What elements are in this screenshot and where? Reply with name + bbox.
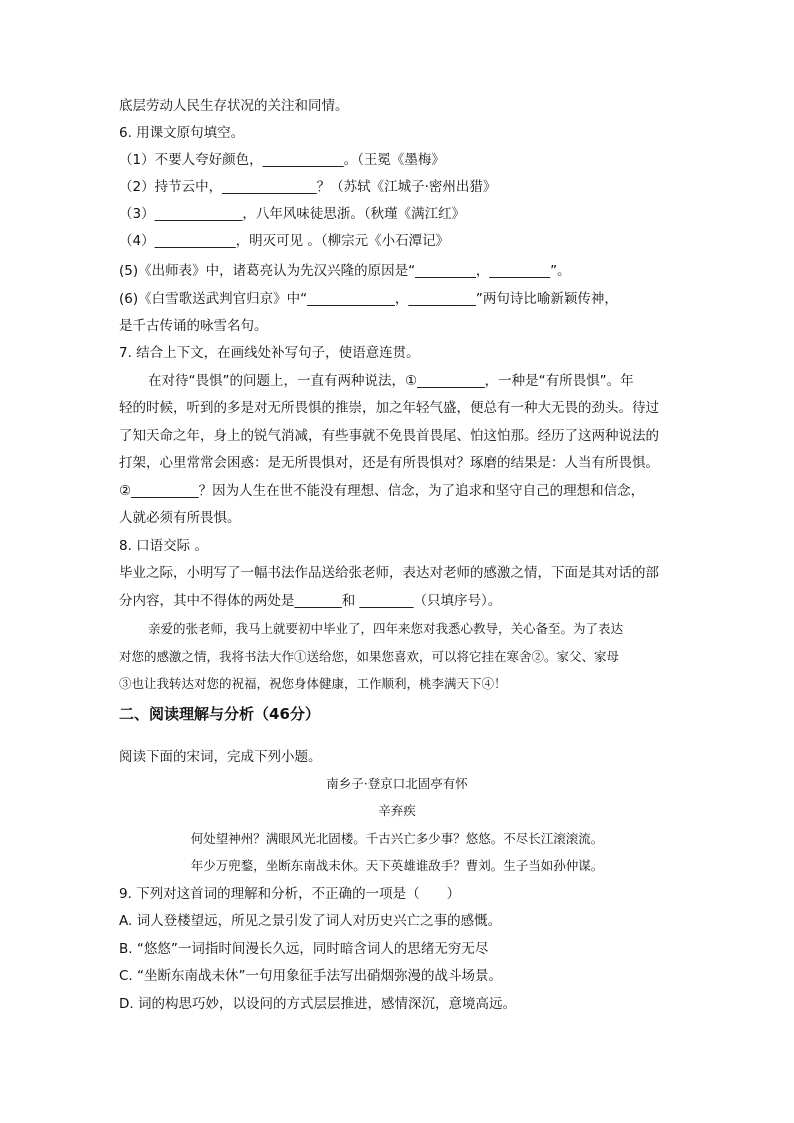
question-9-heading: 9. 下列对这首词的理解和分析，不正确的一项是（ ） xyxy=(119,886,461,902)
poem-line: 何处望神州？满眼风光北固楼。千古兴亡多少事？悠悠。不尽长江滚滚流。 xyxy=(190,831,604,846)
poem-author: 辛弃疾 xyxy=(378,803,416,818)
letter-line: ③也让我转达对您的祝福，祝您身体健康，工作顺利，桃李满天下④！ xyxy=(119,676,507,691)
text-line: 打架，心里常常会困惑：是无所畏惧对，还是有所畏惧对？琢磨的结果是：人当有所畏惧。 xyxy=(119,455,659,471)
option-b: B. “悠悠”一词指时间漫长久远，同时暗含词人的思绪无穷无尽 xyxy=(119,941,489,957)
text-line: 阅读下面的宋词，完成下列小题。 xyxy=(119,749,322,765)
section-heading: 二、阅读理解与分析（46分） xyxy=(119,705,320,723)
poem-line: 年少万兜鍪，坐断东南战未休。天下英雄谁敌手？曹刘。生子当如孙仲谋。 xyxy=(190,858,604,873)
question-6-heading: 6. 用课文原句填空。 xyxy=(119,125,245,141)
text-line: 分内容，其中不得体的两处是_______和 ________（只填序号）。 xyxy=(119,593,502,609)
text-line: (5)《出师表》中，诸葛亮认为先汉兴隆的原因是“_________，_________”。 xyxy=(119,263,571,279)
question-7-heading: 7. 结合上下文，在画线处补写句子，使语意连贯。 xyxy=(119,345,420,361)
question-8-heading: 8. 口语交际 。 xyxy=(119,538,208,554)
letter-line: 对您的感激之情，我将书法大作①送给您，如果您喜欢，可以将它挂在寒舍②。家父、家母 xyxy=(119,649,620,664)
text-line: 人就必须有所畏惧。 xyxy=(119,510,241,526)
text-line: 毕业之际，小明写了一幅书法作品送给张老师，表达对老师的感激之情，下面是其对话的部 xyxy=(119,565,659,581)
text-line: 轻的时候，听到的多是对无所畏惧的推崇，加之年轻气盛，便总有一种大无畏的劲头。待过 xyxy=(119,400,659,416)
option-d: D. 词的构思巧妙，以设问的方式层层推进，感情深沉，意境高远。 xyxy=(119,996,516,1012)
text-line: 是千古传诵的咏雪名句。 xyxy=(119,318,268,334)
letter-line: 亲爱的张老师，我马上就要初中毕业了，四年来您对我悉心教导，关心备至。为了表达 xyxy=(148,621,624,636)
text-line: （2）持节云中，______________？（苏轼《江城子·密州出猎》 xyxy=(119,179,497,195)
text-line: ②__________？因为人生在世不能没有理想、信念，为了追求和坚守自己的理想和信念， xyxy=(119,483,645,499)
text-line: （1）不要人夸好颜色，____________。（王冕《墨梅》 xyxy=(119,152,445,168)
text-line: （3）_____________，八年风味徒思浙。（秋瑾《满江红》 xyxy=(119,206,466,222)
text-line: 在对待“畏惧”的问题上，一直有两种说法，①__________，一种是“有所畏惧”。年 xyxy=(148,373,634,389)
poem-title: 南乡子·登京口北固亭有怀 xyxy=(326,776,468,791)
option-c: C. “坐断东南战未休”一句用象征手法写出硝烟弥漫的战斗场景。 xyxy=(119,968,502,984)
option-a: A. 词人登楼望远，所见之景引发了词人对历史兴亡之事的感慨。 xyxy=(119,913,502,929)
text-line: 底层劳动人民生存状况的关注和同情。 xyxy=(119,98,349,114)
text-line: (6)《白雪歌送武判官归京》中“_____________，__________”两句诗比喻新颖传神， xyxy=(119,291,618,307)
text-line: 了知天命之年，身上的锐气消减，有些事就不免畏首畏尾、怕这怕那。经历了这两种说法的 xyxy=(119,428,659,444)
text-line: （4）____________，明灭可见 。（柳宗元《小石潭记》 xyxy=(119,233,450,249)
